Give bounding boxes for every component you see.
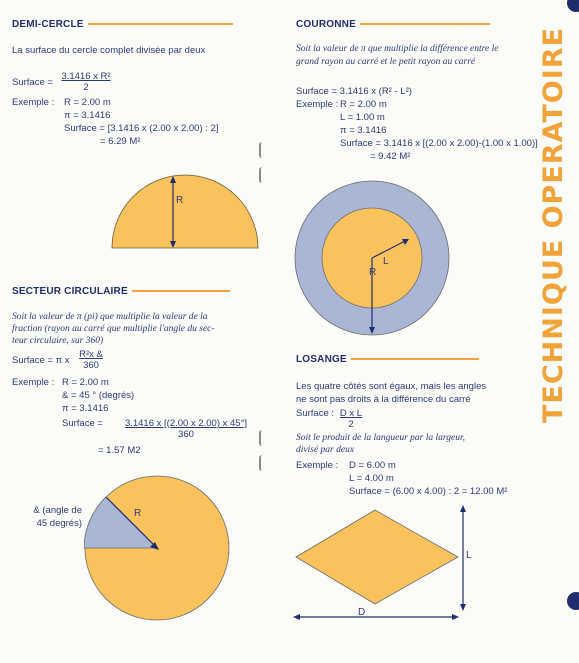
couronne-r-label: R <box>369 267 377 278</box>
demi-example-pi: π = 3.1416 <box>64 110 111 121</box>
losange-example-surface: Surface = (6.00 x 4.00) : 2 = 12.00 M² <box>349 486 508 497</box>
secteur-desc-line1: Soit la valeur de π (pi) que multiplie la valeur de la <box>12 312 208 322</box>
couronne-desc-line2: grand rayon au carré et le petit rayon au carré <box>296 57 476 67</box>
secteur-figure <box>84 475 230 621</box>
secteur-example-pi: π = 3.1416 <box>62 403 109 414</box>
section-title-losange: LOSANGE <box>296 354 479 365</box>
demi-surface-formula: $\frac{\text{3.1416 x R²}}{2}$ <box>61 71 111 93</box>
couronne-example-l: L = 1.00 m <box>340 112 385 123</box>
couronne-example-r: R = 2.00 m <box>340 99 387 110</box>
losange-italic-line1: Soit le produit de la langueur par la largeur, <box>296 433 465 443</box>
secteur-surface-label: Surface = π x <box>12 355 70 366</box>
demi-cercle-figure <box>110 168 260 250</box>
couronne-figure <box>292 178 452 338</box>
losange-desc-line1: Les quatre côtés sont égaux, mais les angles <box>296 381 487 392</box>
binder-mark <box>259 167 267 183</box>
losange-surface-formula: $\frac{\text{D x L}}{2}$ <box>339 408 363 430</box>
demi-radius-label: R <box>176 195 184 206</box>
secteur-example-formula: $\frac{3.1416 x [(2.00 x 2.00) x 45^\circ]}{360}$ <box>124 418 248 440</box>
secteur-example-angle: & = 45 ° (degrés) <box>62 390 135 401</box>
binder-mark <box>259 142 267 158</box>
couronne-example-label: Exemple : <box>296 99 339 110</box>
secteur-radius-label: R <box>134 508 142 519</box>
secteur-angle-note-line2: 45 degrés) <box>36 518 82 529</box>
losange-l-label: L <box>466 550 472 561</box>
demi-description: La surface du cercle complet divisée par deux <box>12 45 206 56</box>
section-title-secteur-circulaire: SECTEUR CIRCULAIRE <box>12 286 230 297</box>
losange-example-l: L = 4.00 m <box>349 473 394 484</box>
losange-desc-line2: ne sont pas droits à la différence du carré <box>296 394 471 405</box>
secteur-example-result: = 1.57 M2 <box>98 445 141 456</box>
losange-figure <box>292 500 482 625</box>
secteur-desc-line3: teur circulaire, sur 360) <box>12 336 104 346</box>
couronne-surface: Surface = 3.1416 x (R² - L²) <box>296 86 412 97</box>
binder-mark <box>259 455 267 471</box>
secteur-surface-formula: $\frac{\text{R²x \&}}{360}$ <box>79 349 103 371</box>
secteur-desc-line2: fraction (rayon au carré que multiplie l'angle du sec- <box>12 324 215 334</box>
page-tab-dot-bottom <box>567 592 579 610</box>
section-title-couronne: COURONNE <box>296 19 490 30</box>
demi-surface-label: Surface = <box>12 77 53 88</box>
section-title-demi-cercle: DEMI-CERCLE <box>12 19 233 30</box>
side-title-band <box>535 10 573 440</box>
couronne-example-pi: π = 3.1416 <box>340 125 387 136</box>
demi-example-r: R = 2.00 m <box>64 97 111 108</box>
demi-example-label: Exemple : <box>12 97 55 108</box>
couronne-example-surface: Surface = 3.1416 x [(2.00 x 2.00)-(1.00 x 1.00)] <box>340 138 538 149</box>
secteur-angle-note-line1: & (angle de <box>33 505 82 516</box>
losange-d-label: D <box>358 607 366 618</box>
losange-example-label: Exemple : <box>296 460 339 471</box>
couronne-l-label: L <box>383 256 389 267</box>
demi-example-result: = 6.29 M² <box>100 136 141 147</box>
secteur-example-label: Exemple : <box>12 377 55 388</box>
losange-italic-line2: divisé par deux <box>296 445 355 455</box>
losange-example-d: D = 6.00 m <box>349 460 396 471</box>
couronne-example-result: = 9.42 M² <box>370 151 411 162</box>
demi-example-surface: Surface = [3.1416 x (2.00 x 2.00) : 2] <box>64 123 219 134</box>
couronne-desc-line1: Soit la valeur de π que multiplie la différence entre le <box>296 44 499 54</box>
losange-surface-label: Surface : <box>296 408 335 419</box>
secteur-example-r: R = 2.00 m <box>62 377 109 388</box>
secteur-example-surface-label: Surface = <box>62 418 103 429</box>
side-title: TECHNIQUE OPERATOIRE <box>538 26 569 424</box>
